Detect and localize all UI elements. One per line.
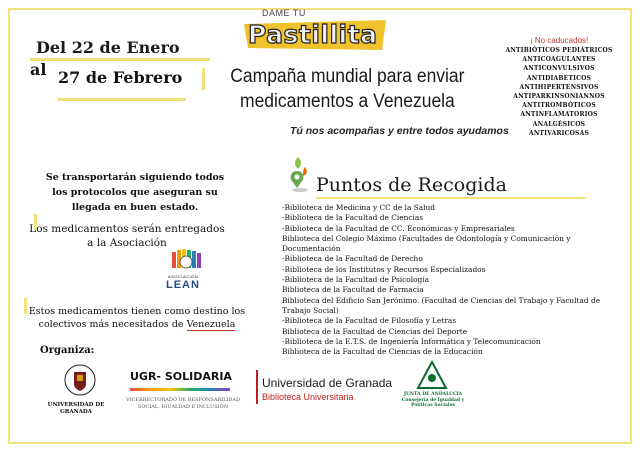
medicine-item: ANTIBIÓTICOS PEDIÁTRICOS <box>505 47 613 54</box>
delivery-text: Los medicamentos serán entregados a la Asociación <box>29 223 225 249</box>
campaign-line-1: Campaña mundial para enviar <box>230 66 465 87</box>
collection-point: -Biblioteca de la Facultad de CC. Económicas y Empresariales <box>282 223 515 233</box>
junta-sub: Consejería de Igualdad y Políticas Sociales <box>401 397 465 408</box>
medicine-item: ANALGÉSICOS <box>532 120 586 128</box>
medicine-item: ANTIPARKINSONIANNOS <box>513 93 605 101</box>
divider-line <box>58 98 186 101</box>
date-start: Del 22 de Enero <box>36 38 180 57</box>
lean-name: LEAN <box>166 279 200 291</box>
biblioteca-logo-line1: Universidad de Granada <box>262 376 393 390</box>
lean-small-text: ASOCIACIÓN <box>168 274 199 279</box>
destination-text-main: Estos medicamentos tienen como destino los colectivos más necesitados de <box>28 306 246 330</box>
collection-point: -Biblioteca de la E.T.S. de Ingeniería Informática y Telecomunicación <box>282 336 541 346</box>
divider-line <box>316 197 586 199</box>
divider-line <box>30 58 210 61</box>
medicine-item: ANTICONVULSIVOS <box>523 65 595 73</box>
date-end: 27 de Febrero <box>58 68 183 87</box>
collection-point: Biblioteca de la Facultad de Ciencias de la Educación <box>282 347 483 357</box>
junta-name: JUNTA DE ANDALUCIA <box>403 392 463 397</box>
ugr-solidaria-title: UGR- SOLIDARIA <box>130 370 232 383</box>
divider-line <box>202 68 205 90</box>
biblioteca-logo-line2: Biblioteca Universitaria <box>262 392 354 402</box>
junta-andalucia-logo <box>412 360 452 392</box>
campaign-title <box>214 64 481 114</box>
puntos-title: Puntos de Recogida <box>316 174 507 196</box>
junta-text <box>398 392 468 409</box>
campaign-line-2: medicamentos a Venezuela <box>240 91 455 112</box>
organiza-label: Organiza: <box>40 345 95 356</box>
collection-point: -Biblioteca de la Facultad de Ciencias <box>282 213 424 223</box>
collection-points-list <box>282 203 602 357</box>
collection-point: Biblioteca de la Facultad de Farmacia <box>282 285 424 295</box>
date-al: al <box>30 60 47 79</box>
medicine-item: ANTINFLAMATORIOS <box>520 111 598 119</box>
campaign-tagline: Tú nos acompañas y entre todos ayudamos <box>290 125 509 137</box>
location-pin-icon <box>288 157 314 193</box>
medicine-item: ANTIDIABÉTICOS <box>526 74 592 82</box>
collection-point: -Biblioteca de la Facultad de Psicología <box>282 275 430 285</box>
collection-point: -Biblioteca de la Facultad de Filosofía y Letras <box>282 316 457 326</box>
medicines-heading: ¡ No caducados! <box>530 36 589 45</box>
collection-point: -Biblioteca de los Institutos y Recursos Especializados <box>282 264 486 274</box>
transport-text: Se transportarán siguiendo todos los protocolos que aseguran su llegada en buen estado. <box>45 172 225 213</box>
collection-point: -Biblioteca de Medicina y CC de la Salud <box>282 203 436 212</box>
logo-small-text: DAME TU <box>262 8 306 18</box>
collection-point: Biblioteca del Edificio San Jerónimo. (Facultad de Ciencias del Trabajo y Facultad de Trabajo Social) <box>282 295 601 315</box>
collection-point: -Biblioteca de la Facultad de Derecho <box>282 254 423 264</box>
ugr-solidaria-subtitle: VICERRECTORADO DE RESPONSABILIDAD SOCIAL, IGUALDAD E INCLUSIÓN <box>125 397 241 410</box>
medicine-item: ANTITROMBÓTICOS <box>522 102 596 110</box>
ugr-crest-icon <box>64 362 96 400</box>
destination-text <box>22 305 252 331</box>
medicines-list <box>492 46 626 138</box>
pastillita-logo: Pastillita <box>248 20 378 49</box>
ugr-name: UNIVERSIDAD DE GRANADA <box>47 402 105 415</box>
medicine-item: ANTIHIPERTENSIVOS <box>519 83 599 91</box>
medicine-item: ANTIVARICOSAS <box>529 129 589 137</box>
divider-line <box>256 370 258 404</box>
collection-point: Biblioteca de la Facultad de Ciencias del Deporte <box>282 326 468 336</box>
medicine-item: ANTICOAGULANTES <box>522 56 596 64</box>
collection-point: Biblioteca del Colegio Máximo (Facultades de Odontología y Comunicación y Documentación <box>282 233 571 254</box>
destination-country: Venezuela <box>186 319 236 330</box>
ugr-solidaria-colorbar <box>130 388 230 391</box>
